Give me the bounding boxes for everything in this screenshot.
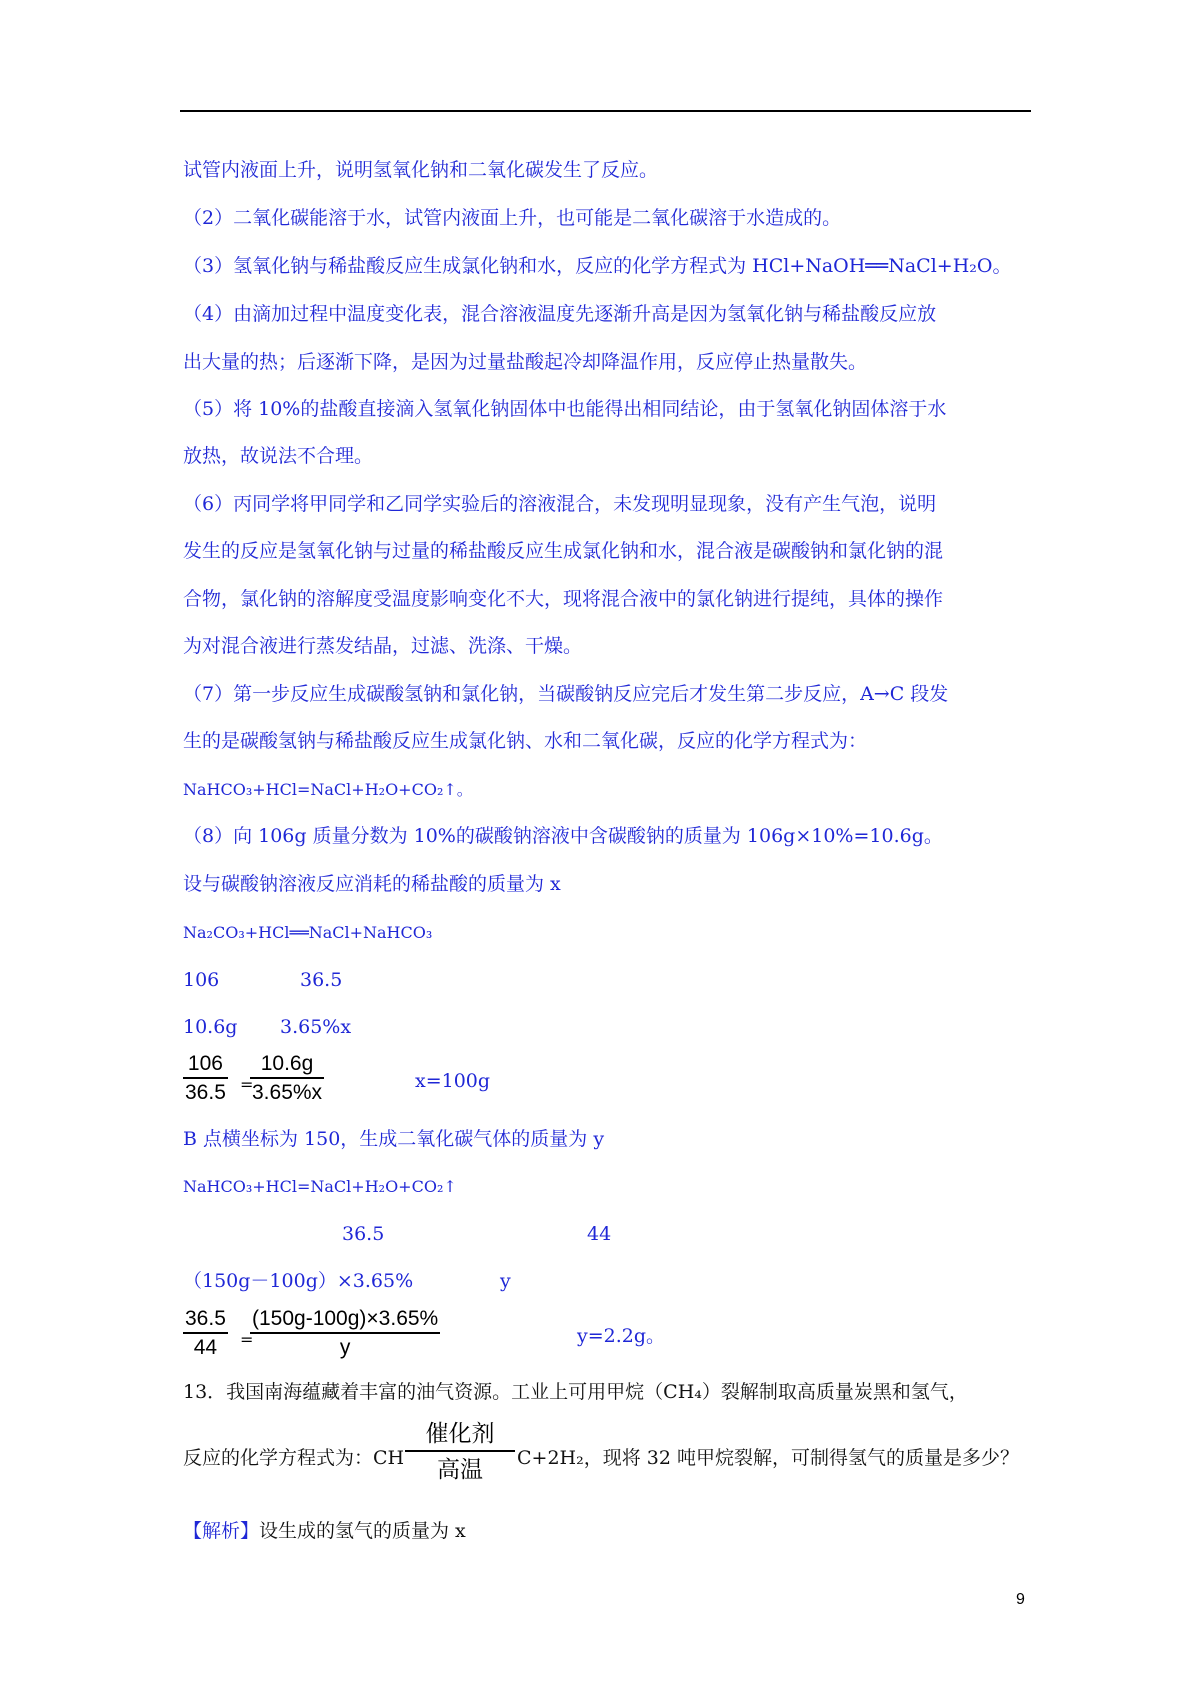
- fraction-numerator: 10.6g: [250, 1050, 324, 1079]
- equals-sign: =: [240, 1330, 254, 1349]
- calc-value: 44: [587, 1223, 612, 1245]
- fraction-numerator: (150g-100g)×3.65%: [250, 1305, 440, 1334]
- fraction-2-left: [183, 1305, 228, 1361]
- text-line: （2）二氧化碳能溶于水，试管内液面上升，也可能是二氧化碳溶于水造成的。: [183, 207, 842, 229]
- calc-value: y: [500, 1270, 511, 1292]
- reaction-condition: [405, 1418, 515, 1484]
- text-line: （6）丙同学将甲同学和乙同学实验后的溶液混合，未发现明显现象，没有产生气泡，说明: [183, 493, 937, 515]
- fraction-1-right: [250, 1050, 324, 1106]
- question-13-equation-prefix: 反应的化学方程式为：CH: [183, 1447, 405, 1469]
- fraction-numerator: 106: [183, 1050, 228, 1079]
- page-number: 9: [1016, 1591, 1025, 1608]
- condition-catalyst: 催化剂: [405, 1418, 515, 1452]
- text-line: 放热，故说法不合理。: [183, 445, 374, 467]
- fraction-2-right: [250, 1305, 440, 1361]
- result-y: y=2.2g。: [577, 1325, 666, 1347]
- text-line: （3）氢氧化钠与稀盐酸反应生成氯化钠和水，反应的化学方程式为 HCl+NaOH══NaCl+H₂O。: [183, 255, 1012, 277]
- question-13-equation-suffix: C+2H₂，现将 32 吨甲烷裂解，可制得氢气的质量是多少？: [517, 1447, 1019, 1469]
- equation-line: NaHCO₃+HCl=NaCl+H₂O+CO₂↑: [183, 1177, 457, 1196]
- calc-value: 106: [183, 969, 220, 991]
- calc-value: 36.5: [342, 1223, 385, 1245]
- text-line: 发生的反应是氢氧化钠与过量的稀盐酸反应生成氯化钠和水，混合液是碳酸钠和氯化钠的混: [183, 540, 944, 562]
- fraction-denominator: 44: [193, 1336, 218, 1359]
- calc-value: 3.65%x: [280, 1016, 352, 1038]
- equation-line: NaHCO₃+HCl=NaCl+H₂O+CO₂↑。: [183, 780, 473, 799]
- header-rule: [180, 110, 1031, 112]
- text-line: （4）由滴加过程中温度变化表，混合溶液温度先逐渐升高是因为氢氧化钠与稀盐酸反应放: [183, 303, 937, 325]
- text-line: 设与碳酸钠溶液反应消耗的稀盐酸的质量为 x: [183, 873, 561, 895]
- question-13: 13．我国南海蕴藏着丰富的油气资源。工业上可用甲烷（CH₄）裂解制取高质量炭黑和氢气，: [183, 1381, 968, 1403]
- condition-temperature: 高温: [437, 1456, 483, 1482]
- fraction-denominator: y: [339, 1336, 351, 1359]
- text-line: 出大量的热；后逐渐下降，是因为过量盐酸起冷却降温作用，反应停止热量散失。: [183, 351, 868, 373]
- fraction-1-left: [183, 1050, 228, 1106]
- calc-value: 36.5: [300, 969, 343, 991]
- text-line: （5）将 10%的盐酸直接滴入氢氧化钠固体中也能得出相同结论，由于氢氧化钠固体溶于水: [183, 398, 947, 420]
- fraction-denominator: 36.5: [185, 1081, 226, 1104]
- text-line: （8）向 106g 质量分数为 10%的碳酸钠溶液中含碳酸钠的质量为 106g×10%=10.6g。: [183, 825, 943, 847]
- calc-value: （150g－100g）×3.65%: [183, 1270, 414, 1292]
- text-line: 试管内液面上升，说明氢氧化钠和二氧化碳发生了反应。: [183, 159, 659, 181]
- fraction-numerator: 36.5: [183, 1305, 228, 1334]
- equation-line: Na₂CO₃+HCl══NaCl+NaHCO₃: [183, 923, 433, 942]
- text-line: 合物，氯化钠的溶解度受温度影响变化不大，现将混合液中的氯化钠进行提纯，具体的操作: [183, 588, 944, 610]
- text-line: （7）第一步反应生成碳酸氢钠和氯化钠，当碳酸钠反应完后才发生第二步反应，A→C 段发: [183, 683, 949, 705]
- text-line: 为对混合液进行蒸发结晶，过滤、洗涤、干燥。: [183, 635, 583, 657]
- analysis-line: 【解析】设生成的氢气的质量为 x: [183, 1520, 466, 1542]
- calc-value: 10.6g: [183, 1016, 238, 1038]
- text-line: B 点横坐标为 150，生成二氧化碳气体的质量为 y: [183, 1128, 605, 1150]
- equals-sign: =: [240, 1075, 254, 1094]
- text-line: 生的是碳酸氢钠与稀盐酸反应生成氯化钠、水和二氧化碳，反应的化学方程式为：: [183, 730, 868, 752]
- fraction-denominator: 3.65%x: [252, 1081, 323, 1104]
- analysis-label: 【解析】: [183, 1520, 260, 1542]
- result-x: x=100g: [415, 1070, 491, 1092]
